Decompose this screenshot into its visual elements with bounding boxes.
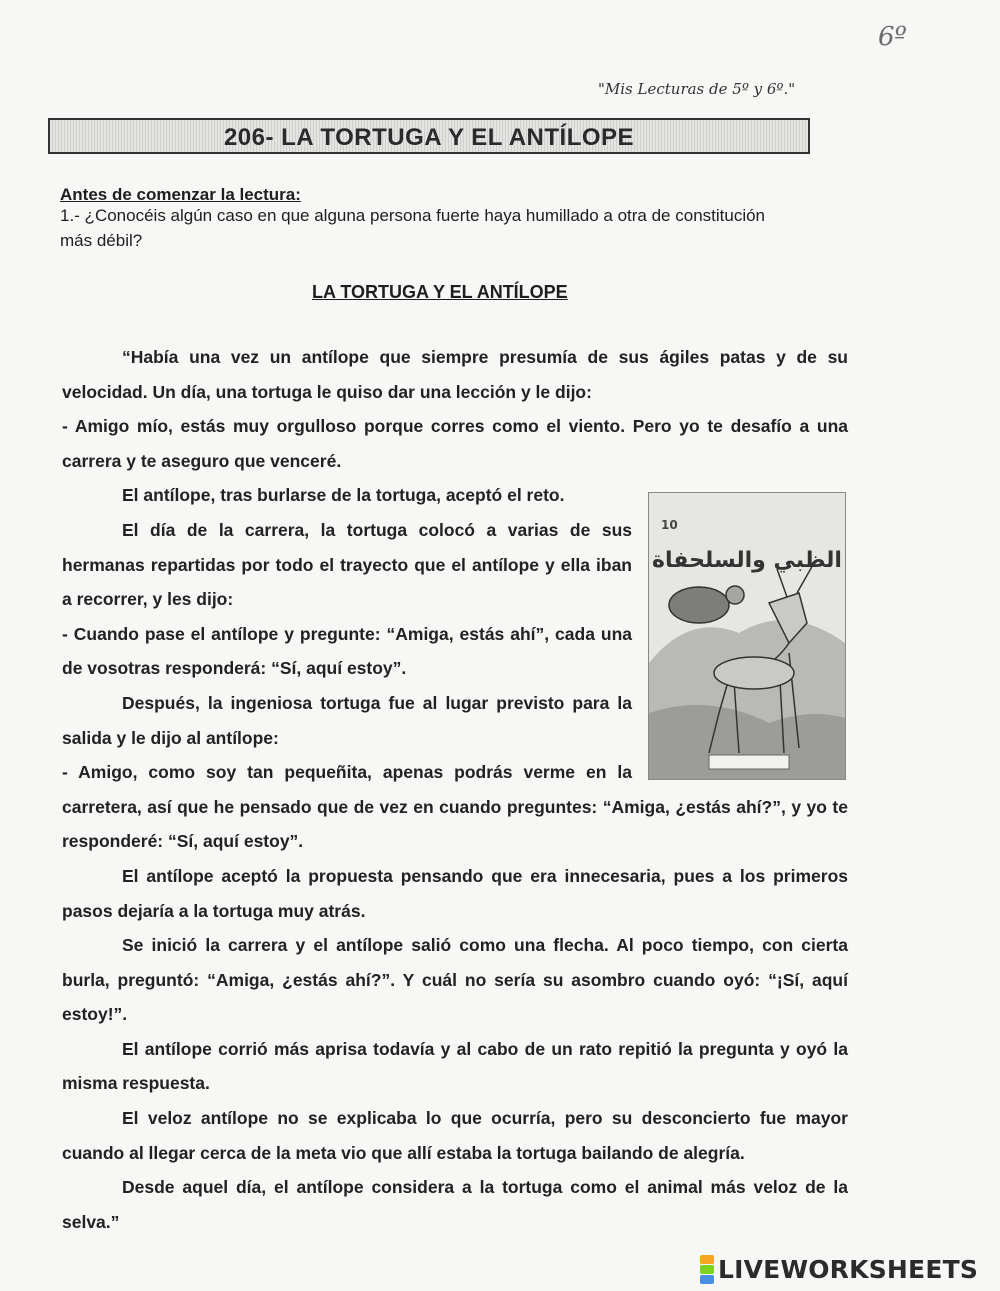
- pre-reading-heading: Antes de comenzar la lectura:: [60, 185, 301, 204]
- story-title: LA TORTUGA Y EL ANTÍLOPE: [312, 282, 568, 302]
- brand-name: LIVEWORKSHEETS: [718, 1255, 979, 1284]
- liveworksheets-logo-icon: [700, 1255, 714, 1284]
- story-paragraph: El antílope aceptó la propuesta pensando que era innecesaria, pues a los primeros pasos dejaría a la tortuga muy atrás.: [62, 865, 848, 921]
- logo-block: [700, 1265, 714, 1274]
- story-paragraph: - Cuando pase el antílope y pregunte: “Amiga, estás ahí”, cada una de vosotras responderá: “Sí, aquí estoy”.: [62, 623, 632, 679]
- story-paragraph: El antílope, tras burlarse de la tortuga, aceptó el reto.: [122, 485, 565, 506]
- title-bar: [48, 118, 810, 154]
- logo-block: [700, 1275, 714, 1284]
- story-text: [62, 340, 848, 1239]
- page-title: 206- LA TORTUGA Y EL ANTÍLOPE: [223, 124, 635, 151]
- story-paragraph: El veloz antílope no se explicaba lo que ocurría, pero su desconcierto fue mayor cuando al llegar cerca de la meta vio que allí estaba la tortuga bailando de alegría.: [62, 1108, 848, 1163]
- story-paragraph: Después, la ingeniosa tortuga fue al lugar previsto para la salida y le dijo al antílope:: [62, 692, 632, 748]
- story-paragraph: - Amigo mío, estás muy orgulloso porque corres como el viento. Pero yo te desafío a una carrera y te aseguro que venceré.: [62, 416, 848, 471]
- story-paragraph: El antílope corrió más aprisa todavía y al cabo de un rato repitió la pregunta y oyó la misma respuesta.: [62, 1038, 848, 1094]
- liveworksheets-brand[interactable]: [700, 1255, 978, 1284]
- antelope-turtle-illustration: [648, 492, 846, 780]
- story-paragraph: “Había una vez un antílope que siempre presumía de sus ágiles patas y de su velocidad. Un día, una tortuga le quiso dar una lección y le dijo:: [62, 347, 848, 402]
- source-note: "Mis Lecturas de 5º y 6º.": [598, 80, 796, 98]
- illustration-number: 10: [661, 518, 678, 533]
- logo-block: [700, 1255, 714, 1264]
- story-paragraph: Se inició la carrera y el antílope salió como una flecha. Al poco tiempo, con cierta burla, preguntó: “Amiga, ¿estás ahí?”. Y cuál no sería su asombro cuando oyó: “¡Sí, aquí estoy!”.: [62, 935, 848, 1025]
- story-paragraph: Desde aquel día, el antílope considera a la tortuga como el animal más veloz de la selva.”: [62, 1177, 848, 1232]
- grade-mark: 6º: [878, 22, 907, 52]
- illustration-frame: [648, 492, 848, 782]
- story-paragraph: El día de la carrera, la tortuga colocó a varias de sus hermanas repartidas por todo el trayecto que el antílope y ella iban a recorrer, y les dijo:: [62, 519, 632, 610]
- pre-reading-question: 1.- ¿Conocéis algún caso en que alguna persona fuerte haya humillado a otra de constitución más débil?: [60, 206, 766, 250]
- illustration-title: الظبي والسلحفاة: [652, 548, 842, 574]
- story-paragraph: - Amigo, como soy tan pequeñita, apenas podrás verme en la carretera, así que he pensado que de vez en cuando preguntes: “Amiga, ¿estás ahí?”, y yo te responderé: “Sí, aquí estoy”.: [62, 762, 848, 852]
